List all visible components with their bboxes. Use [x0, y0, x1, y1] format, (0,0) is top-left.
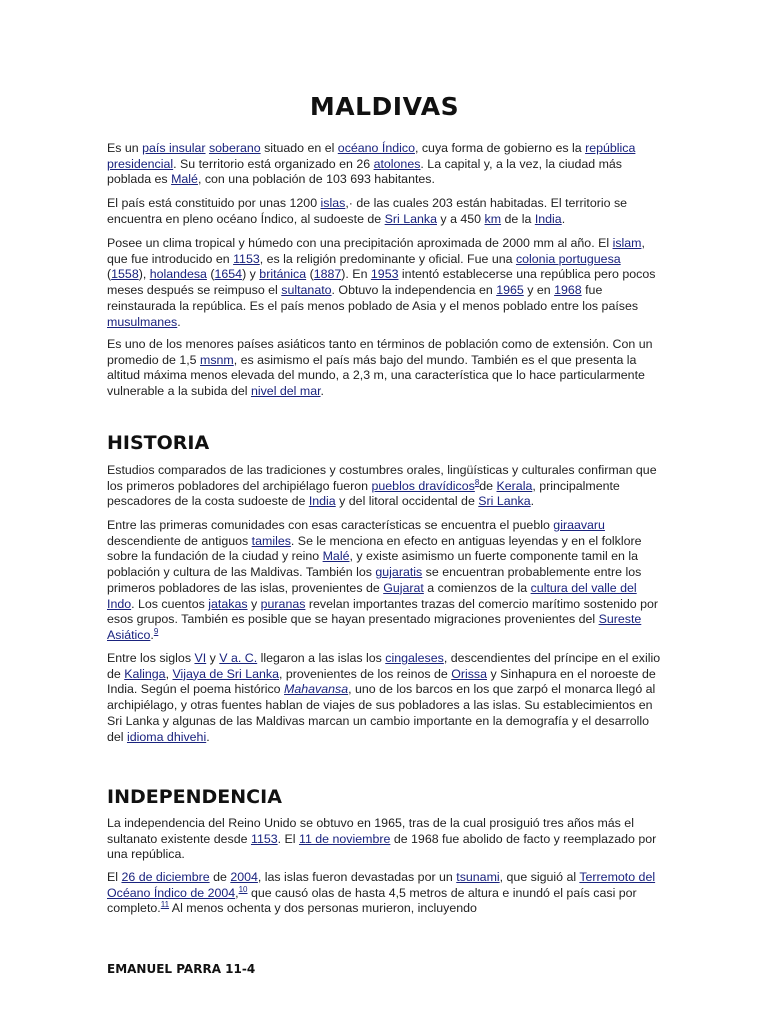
inline-link[interactable]: Kerala: [496, 478, 533, 493]
inline-link[interactable]: país insular: [142, 141, 206, 155]
text-run: y a 450: [436, 211, 485, 226]
text-run: y en: [523, 283, 555, 298]
inline-link[interactable]: 26 de diciembre: [121, 870, 210, 884]
text-run: Entre las primeras comunidades con esas características se encuentra el pueblo: [107, 518, 554, 532]
text-run: descendiente de antiguos: [107, 533, 252, 548]
text-run: , descendientes del príncipe en el exilio de: [107, 651, 661, 681]
inline-link[interactable]: 1887: [313, 267, 342, 282]
text-run: y: [247, 596, 261, 611]
inline-link[interactable]: islas: [320, 196, 346, 210]
text-run: .: [206, 729, 210, 744]
text-run: y Sinhapura en el noroeste de India. Según el poema histórico: [107, 666, 656, 697]
text-run: revelan importantes trazas del comercio marítimo sostenido por esos grupos. También es posible que se hayan presentado migraciones provenientes del: [107, 596, 659, 627]
inline-link[interactable]: Orissa: [451, 666, 488, 681]
text-run: fue reinstaurada la república. Es el país menos poblado de Asia y el menos poblado entre los países: [107, 283, 639, 313]
inline-link[interactable]: 1153: [233, 251, 260, 266]
inline-link[interactable]: 1153: [250, 831, 278, 846]
text-run: ). En: [341, 267, 371, 282]
text-run: . La capital y, a la vez, la ciudad más poblada es: [107, 156, 622, 187]
inline-link[interactable]: Gujarat: [383, 580, 424, 595]
intro-paragraph-1: [107, 141, 663, 188]
text-run: a comienzos de la: [423, 580, 531, 595]
text-run: ) y: [242, 267, 260, 282]
text-run: se encuentran probablemente entre los primeros pobladores de las islas, provenientes de: [107, 565, 642, 595]
historia-paragraph-3: [107, 651, 663, 745]
text-run: ,· de las cuales 203 están habitadas. El territorio se encuentra en pleno océano Índico, al sudoeste de: [107, 196, 628, 226]
inline-link[interactable]: Kalinga: [124, 666, 166, 681]
text-run: La independencia del Reino Unido se obtuvo en 1965, tras de la cual prosiguió tres años más el sultanato existente desde: [107, 816, 634, 846]
inline-link[interactable]: islam: [612, 236, 642, 250]
inline-link[interactable]: idioma dhivehi: [126, 729, 207, 744]
inline-link[interactable]: India: [308, 494, 336, 509]
text-run: .: [561, 211, 566, 226]
inline-link[interactable]: cingaleses: [385, 651, 444, 665]
text-run: (: [107, 267, 112, 282]
text-run: , que fue introducido en: [107, 236, 645, 266]
text-run: . El: [277, 831, 299, 846]
inline-link[interactable]: puranas: [260, 596, 306, 611]
inline-link[interactable]: sultanato: [281, 283, 332, 298]
text-run: . Los cuentos: [131, 596, 209, 611]
inline-link[interactable]: gujaratis: [375, 565, 423, 580]
text-run: , y existe asimismo un fuerte componente tamil en la población y cultura de las Maldivas. También los: [107, 549, 639, 580]
text-run: , provenientes de los reinos de: [279, 666, 452, 681]
inline-link[interactable]: 1654: [214, 267, 243, 282]
inline-link[interactable]: 2004: [230, 870, 258, 884]
text-run: , que siguió al: [499, 870, 580, 884]
independencia-paragraph-2: [107, 870, 663, 917]
footnote-ref-link[interactable]: 10: [238, 884, 248, 894]
footnote-ref-link[interactable]: 11: [160, 900, 170, 910]
independencia-paragraph-1: [107, 816, 663, 863]
text-run: ),: [138, 267, 150, 282]
inline-link[interactable]: Vijaya de Sri Lanka: [172, 666, 280, 681]
inline-link[interactable]: musulmanes: [107, 314, 178, 329]
text-run: de la: [501, 211, 535, 226]
inline-link[interactable]: nivel del mar: [250, 384, 321, 399]
text-run: El país está constituido por unas 1200: [107, 196, 321, 210]
text-run: Es un: [107, 141, 143, 155]
inline-link[interactable]: 1968: [554, 283, 582, 298]
text-run: Estudios comparados de las tradiciones y costumbres orales, lingüísticas y culturales confirman que los primeros pobladores del archipiélago fueron: [107, 463, 657, 493]
text-run: Entre los siglos: [107, 651, 195, 665]
inline-link[interactable]: Malé: [322, 549, 350, 564]
inline-link[interactable]: república presidencial: [107, 141, 636, 171]
text-run: , es asimismo el país más bajo del mundo. También es el que presenta la altitud máxima menos elevada del mundo, a 2,3 m, una característica que lo hace particularmente vulnerable a la subida del: [107, 352, 645, 399]
inline-link[interactable]: holandesa: [149, 267, 207, 282]
inline-link[interactable]: océano Índico: [337, 141, 415, 155]
inline-link[interactable]: 1953: [370, 267, 399, 282]
page-footer: EMANUEL PARRA 11-4: [107, 962, 256, 976]
text-run: , cuya forma de gobierno es la: [414, 141, 586, 155]
intro-paragraph-4: [107, 337, 663, 400]
inline-link[interactable]: V a. C.: [219, 651, 258, 665]
text-run: , con una población de 103 693 habitantes.: [197, 172, 435, 187]
inline-link[interactable]: msnm: [200, 352, 234, 367]
inline-link[interactable]: colonia portuguesa: [515, 251, 621, 266]
inline-link[interactable]: 11 de noviembre: [298, 831, 391, 846]
text-run: . Su territorio está organizado en 26: [173, 156, 374, 171]
text-run: ,: [235, 885, 239, 900]
text-run: (: [206, 267, 215, 282]
text-run: , uno de los barcos en los que zarpó el monarca llegó al archipiélago, y otras fuentes hablan de viajes de sus pobladores a las islas. Su establecimientos en Sri Lanka y algunas de las Maldivas marcan un cambio importante en la demografía y el desarrollo del: [107, 682, 656, 744]
inline-link[interactable]: Sureste Asiático: [107, 612, 642, 642]
inline-link[interactable]: atolones: [373, 156, 421, 171]
text-run: .: [177, 314, 181, 329]
text-run: intentó establecerse una república pero pocos meses después se reimpuso el: [107, 267, 656, 298]
text-run: Posee un clima tropical y húmedo con una precipitación aproximada de 2000 mm al año. El: [107, 236, 613, 250]
text-run: llegaron a las islas los: [257, 651, 386, 665]
inline-link[interactable]: India: [534, 211, 562, 226]
historia-paragraph-2: [107, 518, 663, 644]
inline-link[interactable]: 1965: [496, 283, 524, 298]
text-run: y: [206, 651, 220, 665]
text-run: situado en el: [260, 141, 338, 155]
inline-link[interactable]: Sri Lanka: [384, 211, 437, 226]
text-run: .: [150, 627, 154, 642]
inline-link[interactable]: giraavaru: [553, 518, 605, 532]
inline-link[interactable]: Malé: [171, 172, 198, 187]
inline-link[interactable]: 1558: [111, 267, 139, 282]
text-run: de: [479, 478, 497, 493]
inline-link[interactable]: Mahavansa: [284, 682, 349, 697]
text-run: Es uno de los menores países asiáticos tanto en términos de población como de extensión. Con un promedio de 1,5: [107, 337, 653, 367]
inline-link[interactable]: pueblos dravídicos: [371, 478, 475, 493]
text-run: El: [107, 870, 122, 884]
historia-paragraph-1: [107, 463, 663, 510]
text-run: . Se le menciona en efecto en antiguas leyendas y en el folklore sobre la fundación de la ciudad y reino: [107, 533, 642, 564]
text-run: de: [209, 870, 231, 884]
inline-link[interactable]: tamiles: [251, 533, 291, 548]
text-run: que causó olas de hasta 4,5 metros de altura e inundó el país casi por completo.: [107, 885, 637, 916]
document-title: MALDIVAS: [309, 92, 460, 121]
inline-link[interactable]: Terremoto del Océano Índico de 2004: [107, 870, 656, 900]
footnote-ref-link[interactable]: 9: [153, 626, 159, 636]
inline-link[interactable]: británica: [259, 267, 307, 282]
text-run: ,: [165, 666, 173, 681]
intro-paragraph-2: [107, 196, 663, 227]
section-heading-independencia: INDEPENDENCIA: [107, 786, 282, 808]
inline-link[interactable]: cultura del valle del Indo: [107, 580, 637, 611]
inline-link[interactable]: Sri Lanka: [478, 494, 531, 509]
inline-link[interactable]: km: [484, 211, 502, 226]
text-run: , principalmente pescadores de la costa sudoeste de: [107, 478, 620, 509]
section-heading-historia: HISTORIA: [107, 432, 210, 454]
text-run: .: [320, 384, 324, 399]
text-run: , las islas fueron devastadas por un: [257, 870, 457, 884]
text-run: y del litoral occidental de: [335, 494, 479, 509]
inline-link[interactable]: jatakas: [208, 596, 248, 611]
text-run: . Obtuvo la independencia en: [331, 283, 497, 298]
text-run: , es la religión predominante y oficial. Fue una: [259, 251, 516, 266]
text-run: Al menos ochenta y dos personas murieron, incluyendo: [169, 901, 477, 916]
intro-paragraph-3: [107, 236, 663, 330]
text-run: de 1968 fue abolido de facto y reemplazado por una república.: [107, 831, 657, 862]
text-run: .: [530, 494, 535, 509]
inline-link[interactable]: tsunami: [456, 870, 500, 884]
footnote-ref-link[interactable]: 8: [474, 477, 480, 487]
inline-link[interactable]: VI: [194, 651, 207, 665]
text-run: (: [306, 267, 314, 282]
inline-link[interactable]: soberano: [208, 141, 261, 155]
